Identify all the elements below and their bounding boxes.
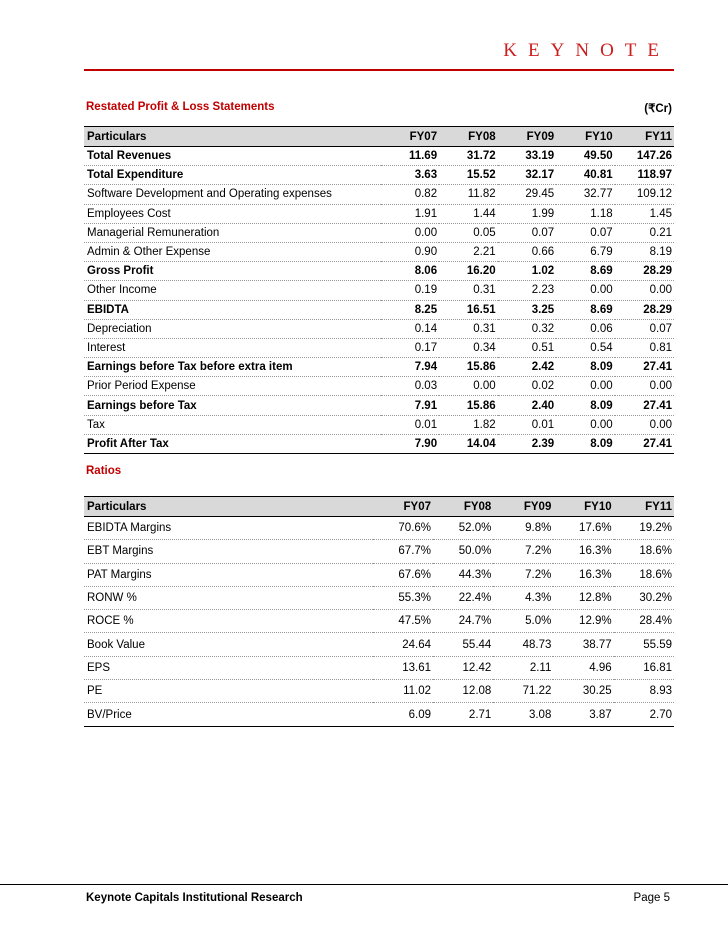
pl-cell-value: 8.69 xyxy=(556,262,615,281)
ratios-row-label: EPS xyxy=(84,656,373,679)
pl-cell-value: 1.18 xyxy=(556,204,615,223)
ratios-table-row xyxy=(84,656,674,679)
pl-row-label: Managerial Remuneration xyxy=(84,223,381,242)
pl-section-title: Restated Profit & Loss Statements xyxy=(86,101,275,113)
ratios-table-row xyxy=(84,610,674,633)
pl-cell-value: 2.40 xyxy=(498,396,557,415)
pl-cell-value: 0.06 xyxy=(556,319,615,338)
pl-table-row xyxy=(84,147,674,166)
pl-cell-value: 1.91 xyxy=(381,204,439,223)
ratios-cell-value: 52.0% xyxy=(433,517,493,540)
pl-cell-value: 118.97 xyxy=(615,166,674,185)
ratios-cell-value: 24.7% xyxy=(433,610,493,633)
ratios-row-label: RONW % xyxy=(84,586,373,609)
ratios-table-row xyxy=(84,517,674,540)
pl-cell-value: 0.00 xyxy=(381,223,439,242)
ratios-table-row xyxy=(84,586,674,609)
ratios-col-fy07: FY07 xyxy=(373,497,433,517)
pl-cell-value: 0.00 xyxy=(556,377,615,396)
ratios-cell-value: 3.87 xyxy=(553,703,613,726)
pl-cell-value: 0.07 xyxy=(556,223,615,242)
pl-cell-value: 1.02 xyxy=(498,262,557,281)
pl-row-label: Total Expenditure xyxy=(84,166,381,185)
pl-cell-value: 11.82 xyxy=(439,185,498,204)
pl-cell-value: 0.82 xyxy=(381,185,439,204)
pl-cell-value: 0.07 xyxy=(615,319,674,338)
ratios-table xyxy=(84,496,674,727)
pl-cell-value: 27.41 xyxy=(615,396,674,415)
pl-row-label: Earnings before Tax xyxy=(84,396,381,415)
pl-cell-value: 3.63 xyxy=(381,166,439,185)
ratios-cell-value: 7.2% xyxy=(493,540,553,563)
pl-table-row xyxy=(84,281,674,300)
pl-col-fy10: FY10 xyxy=(556,127,615,147)
ratios-cell-value: 5.0% xyxy=(493,610,553,633)
ratios-cell-value: 13.61 xyxy=(373,656,433,679)
pl-cell-value: 0.90 xyxy=(381,242,439,261)
ratios-cell-value: 22.4% xyxy=(433,586,493,609)
ratios-section-title: Ratios xyxy=(86,465,122,477)
ratios-col-particulars: Particulars xyxy=(84,497,373,517)
ratios-cell-value: 55.44 xyxy=(433,633,493,656)
ratios-cell-value: 12.9% xyxy=(553,610,613,633)
ratios-cell-value: 70.6% xyxy=(373,517,433,540)
ratios-cell-value: 16.81 xyxy=(614,656,674,679)
pl-cell-value: 27.41 xyxy=(615,434,674,453)
pl-cell-value: 49.50 xyxy=(556,147,615,166)
pl-cell-value: 0.17 xyxy=(381,338,439,357)
ratios-table-row xyxy=(84,563,674,586)
footer-rule xyxy=(0,884,728,885)
pl-cell-value: 1.99 xyxy=(498,204,557,223)
ratios-row-label: Book Value xyxy=(84,633,373,656)
pl-table-row xyxy=(84,434,674,453)
ratios-cell-value: 12.42 xyxy=(433,656,493,679)
pl-cell-value: 2.42 xyxy=(498,358,557,377)
ratios-row-label: ROCE % xyxy=(84,610,373,633)
pl-table xyxy=(84,126,674,454)
ratios-table-row xyxy=(84,540,674,563)
pl-cell-value: 8.06 xyxy=(381,262,439,281)
pl-cell-value: 0.00 xyxy=(439,377,498,396)
ratios-cell-value: 2.70 xyxy=(614,703,674,726)
pl-col-fy09: FY09 xyxy=(498,127,557,147)
pl-cell-value: 0.51 xyxy=(498,338,557,357)
ratios-cell-value: 55.59 xyxy=(614,633,674,656)
pl-cell-value: 147.26 xyxy=(615,147,674,166)
ratios-col-fy08: FY08 xyxy=(433,497,493,517)
ratios-cell-value: 2.11 xyxy=(493,656,553,679)
pl-cell-value: 0.07 xyxy=(498,223,557,242)
pl-cell-value: 1.45 xyxy=(615,204,674,223)
pl-cell-value: 16.51 xyxy=(439,300,498,319)
ratios-cell-value: 47.5% xyxy=(373,610,433,633)
pl-cell-value: 0.31 xyxy=(439,319,498,338)
ratios-cell-value: 30.25 xyxy=(553,680,613,703)
pl-table-row xyxy=(84,358,674,377)
ratios-cell-value: 18.6% xyxy=(614,540,674,563)
pl-cell-value: 0.14 xyxy=(381,319,439,338)
pl-row-label: Earnings before Tax before extra item xyxy=(84,358,381,377)
pl-cell-value: 28.29 xyxy=(615,300,674,319)
pl-cell-value: 15.52 xyxy=(439,166,498,185)
pl-col-particulars: Particulars xyxy=(84,127,381,147)
pl-table-row xyxy=(84,185,674,204)
ratios-cell-value: 38.77 xyxy=(553,633,613,656)
pl-cell-value: 3.25 xyxy=(498,300,557,319)
ratios-cell-value: 16.3% xyxy=(553,540,613,563)
pl-cell-value: 2.39 xyxy=(498,434,557,453)
pl-cell-value: 2.23 xyxy=(498,281,557,300)
ratios-table-row xyxy=(84,703,674,726)
ratios-cell-value: 12.8% xyxy=(553,586,613,609)
ratios-cell-value: 11.02 xyxy=(373,680,433,703)
pl-cell-value: 29.45 xyxy=(498,185,557,204)
header-rule xyxy=(84,69,674,71)
pl-cell-value: 0.00 xyxy=(556,415,615,434)
pl-cell-value: 7.94 xyxy=(381,358,439,377)
ratios-cell-value: 2.71 xyxy=(433,703,493,726)
pl-cell-value: 16.20 xyxy=(439,262,498,281)
ratios-cell-value: 12.08 xyxy=(433,680,493,703)
pl-cell-value: 15.86 xyxy=(439,358,498,377)
pl-row-label: EBIDTA xyxy=(84,300,381,319)
pl-cell-value: 0.19 xyxy=(381,281,439,300)
ratios-header-row xyxy=(84,497,674,517)
pl-row-label: Employees Cost xyxy=(84,204,381,223)
pl-row-label: Total Revenues xyxy=(84,147,381,166)
ratios-cell-value: 16.3% xyxy=(553,563,613,586)
ratios-table-row xyxy=(84,680,674,703)
pl-row-label: Profit After Tax xyxy=(84,434,381,453)
pl-cell-value: 8.25 xyxy=(381,300,439,319)
pl-table-row xyxy=(84,377,674,396)
pl-cell-value: 0.03 xyxy=(381,377,439,396)
pl-table-row xyxy=(84,396,674,415)
ratios-cell-value: 7.2% xyxy=(493,563,553,586)
pl-row-label: Interest xyxy=(84,338,381,357)
pl-cell-value: 33.19 xyxy=(498,147,557,166)
ratios-cell-value: 19.2% xyxy=(614,517,674,540)
ratios-table-row xyxy=(84,633,674,656)
pl-cell-value: 0.01 xyxy=(498,415,557,434)
pl-cell-value: 0.54 xyxy=(556,338,615,357)
pl-cell-value: 0.32 xyxy=(498,319,557,338)
ratios-cell-value: 4.96 xyxy=(553,656,613,679)
pl-cell-value: 0.00 xyxy=(615,377,674,396)
pl-cell-value: 0.01 xyxy=(381,415,439,434)
pl-cell-value: 7.91 xyxy=(381,396,439,415)
ratios-cell-value: 30.2% xyxy=(614,586,674,609)
pl-cell-value: 1.82 xyxy=(439,415,498,434)
ratios-cell-value: 6.09 xyxy=(373,703,433,726)
ratios-cell-value: 4.3% xyxy=(493,586,553,609)
ratios-row-label: PE xyxy=(84,680,373,703)
pl-cell-value: 32.77 xyxy=(556,185,615,204)
ratios-cell-value: 9.8% xyxy=(493,517,553,540)
ratios-col-fy11: FY11 xyxy=(614,497,674,517)
pl-cell-value: 2.21 xyxy=(439,242,498,261)
pl-row-label: Tax xyxy=(84,415,381,434)
pl-cell-value: 32.17 xyxy=(498,166,557,185)
pl-cell-value: 40.81 xyxy=(556,166,615,185)
ratios-col-fy09: FY09 xyxy=(493,497,553,517)
pl-col-fy11: FY11 xyxy=(615,127,674,147)
pl-cell-value: 7.90 xyxy=(381,434,439,453)
pl-cell-value: 15.86 xyxy=(439,396,498,415)
pl-row-label: Depreciation xyxy=(84,319,381,338)
pl-cell-value: 0.66 xyxy=(498,242,557,261)
pl-cell-value: 8.09 xyxy=(556,434,615,453)
pl-table-row xyxy=(84,338,674,357)
pl-cell-value: 109.12 xyxy=(615,185,674,204)
footer-source: Keynote Capitals Institutional Research xyxy=(86,892,303,904)
pl-cell-value: 8.09 xyxy=(556,396,615,415)
pl-row-label: Prior Period Expense xyxy=(84,377,381,396)
pl-table-row xyxy=(84,204,674,223)
ratios-cell-value: 24.64 xyxy=(373,633,433,656)
pl-cell-value: 14.04 xyxy=(439,434,498,453)
pl-cell-value: 0.02 xyxy=(498,377,557,396)
pl-row-label: Software Development and Operating expenses xyxy=(84,185,381,204)
pl-cell-value: 0.81 xyxy=(615,338,674,357)
ratios-cell-value: 48.73 xyxy=(493,633,553,656)
pl-unit-label: (₹Cr) xyxy=(644,103,672,115)
ratios-row-label: EBIDTA Margins xyxy=(84,517,373,540)
pl-cell-value: 6.79 xyxy=(556,242,615,261)
pl-table-row xyxy=(84,242,674,261)
pl-cell-value: 0.21 xyxy=(615,223,674,242)
pl-col-fy07: FY07 xyxy=(381,127,439,147)
ratios-cell-value: 18.6% xyxy=(614,563,674,586)
pl-table-row xyxy=(84,319,674,338)
pl-table-row xyxy=(84,223,674,242)
ratios-row-label: PAT Margins xyxy=(84,563,373,586)
pl-cell-value: 28.29 xyxy=(615,262,674,281)
pl-cell-value: 8.09 xyxy=(556,358,615,377)
ratios-cell-value: 44.3% xyxy=(433,563,493,586)
ratios-cell-value: 17.6% xyxy=(553,517,613,540)
pl-cell-value: 0.00 xyxy=(556,281,615,300)
pl-table-row xyxy=(84,262,674,281)
pl-cell-value: 8.19 xyxy=(615,242,674,261)
pl-table-row xyxy=(84,415,674,434)
pl-row-label: Other Income xyxy=(84,281,381,300)
ratios-cell-value: 55.3% xyxy=(373,586,433,609)
pl-cell-value: 0.34 xyxy=(439,338,498,357)
pl-cell-value: 0.00 xyxy=(615,281,674,300)
pl-cell-value: 0.05 xyxy=(439,223,498,242)
pl-header-row xyxy=(84,127,674,147)
pl-cell-value: 8.69 xyxy=(556,300,615,319)
pl-table-row xyxy=(84,166,674,185)
page-number: Page 5 xyxy=(633,892,670,904)
pl-row-label: Admin & Other Expense xyxy=(84,242,381,261)
pl-cell-value: 11.69 xyxy=(381,147,439,166)
pl-cell-value: 1.44 xyxy=(439,204,498,223)
ratios-cell-value: 67.6% xyxy=(373,563,433,586)
ratios-cell-value: 67.7% xyxy=(373,540,433,563)
pl-cell-value: 31.72 xyxy=(439,147,498,166)
pl-cell-value: 0.00 xyxy=(615,415,674,434)
pl-cell-value: 0.31 xyxy=(439,281,498,300)
ratios-col-fy10: FY10 xyxy=(553,497,613,517)
ratios-row-label: EBT Margins xyxy=(84,540,373,563)
ratios-cell-value: 71.22 xyxy=(493,680,553,703)
ratios-cell-value: 3.08 xyxy=(493,703,553,726)
ratios-cell-value: 8.93 xyxy=(614,680,674,703)
ratios-row-label: BV/Price xyxy=(84,703,373,726)
brand-logo-text: KEYNOTE xyxy=(503,40,670,61)
pl-col-fy08: FY08 xyxy=(439,127,498,147)
pl-table-row xyxy=(84,300,674,319)
ratios-cell-value: 50.0% xyxy=(433,540,493,563)
ratios-cell-value: 28.4% xyxy=(614,610,674,633)
pl-cell-value: 27.41 xyxy=(615,358,674,377)
pl-row-label: Gross Profit xyxy=(84,262,381,281)
